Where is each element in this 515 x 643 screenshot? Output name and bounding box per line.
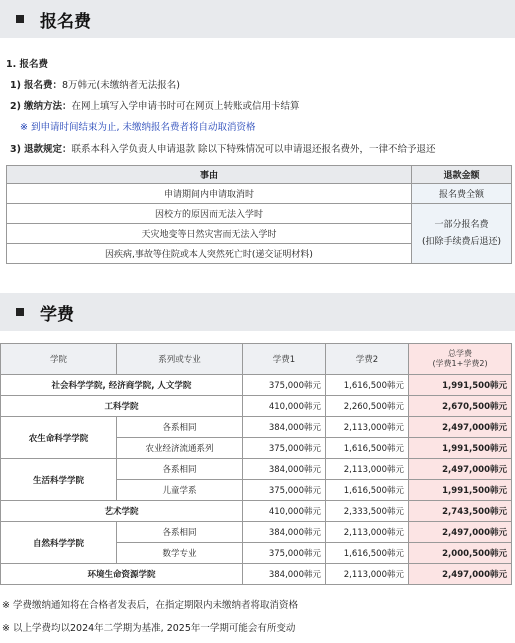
fee1-cell: 375,000韩元 [243,375,326,396]
table-row [1,501,512,522]
item-text: 8万韩元(未缴纳者无法报名) [62,80,180,91]
total-cell: 2,497,000韩元 [409,459,512,480]
table-row [1,459,512,480]
table-row [7,204,512,224]
table-header-row [1,344,512,375]
column-header-dept: 系列或专业 [117,344,243,375]
fee1-cell: 375,000韩元 [243,543,326,564]
subsection-title: 1. 报名费 [6,59,49,70]
total-cell: 2,743,500韩元 [409,501,512,522]
college-cell: 环境生命资源学院 [1,564,243,585]
table-row [1,564,512,585]
table-row [1,522,512,543]
table-row [7,184,512,204]
table-row [1,417,512,438]
tuition-table [0,343,512,585]
fee1-cell: 384,000韩元 [243,564,326,585]
dept-cell: 各系相同 [117,522,243,543]
total-cell: 2,000,500韩元 [409,543,512,564]
fee-item-3 [10,141,436,155]
total-header-line1: 总学费 [448,349,472,358]
column-header-fee2: 学费2 [326,344,409,375]
fee2-cell: 1,616,500韩元 [326,438,409,459]
reason-cell: 因疾病,事故等住院或本人突然死亡时(递交证明材料) [7,244,412,264]
college-cell: 工科学院 [1,396,243,417]
item-label: 退款规定： [23,144,72,155]
college-cell: 生活科学学院 [1,459,117,501]
amount-cell: 报名费全额 [412,184,512,204]
application-fee-header [0,0,515,38]
column-header-amount: 退款金额 [412,166,512,184]
section-title: 报名费 [40,11,91,32]
fee1-cell: 384,000韩元 [243,417,326,438]
fee2-cell: 2,113,000韩元 [326,522,409,543]
item-text: 在网上填写入学申请书时可在网页上转账或信用卡结算 [71,101,300,112]
college-cell: 社会科学学院, 经济商学院, 人文学院 [1,375,243,396]
fee1-cell: 384,000韩元 [243,459,326,480]
fee1-cell: 375,000韩元 [243,438,326,459]
tuition-note-1: ※ 学费缴纳通知将在合格者发表后，在指定期限内未缴纳者将取消资格 [2,600,298,611]
college-cell: 农生命科学学院 [1,417,117,459]
refund-table [6,165,512,264]
tuition-header [0,293,515,331]
partial-refund-cell [412,204,512,264]
dept-cell: 农业经济流通系列 [117,438,243,459]
fee2-cell: 2,333,500韩元 [326,501,409,522]
table-header-row [7,166,512,184]
fee2-cell: 2,113,000韩元 [326,459,409,480]
reason-cell: 天灾地变等日然灾害而无法入学时 [7,224,412,244]
college-cell: 艺术学院 [1,501,243,522]
college-cell: 自然科学学院 [1,522,117,564]
square-bullet-icon [16,15,24,23]
total-cell: 2,497,000韩元 [409,564,512,585]
fee1-cell: 375,000韩元 [243,480,326,501]
fee1-cell: 410,000韩元 [243,501,326,522]
reason-cell: 申请期间内申请取消时 [7,184,412,204]
total-cell: 2,670,500韩元 [409,396,512,417]
warning-text: 到申请时间结束为止, 未缴纳报名费者将自动取消资格 [31,122,256,133]
table-row [1,396,512,417]
total-cell: 2,497,000韩元 [409,417,512,438]
column-header-reason: 事由 [7,166,412,184]
fee2-cell: 2,260,500韩元 [326,396,409,417]
fee1-cell: 410,000韩元 [243,396,326,417]
dept-cell: 各系相同 [117,459,243,480]
dept-cell: 数学专业 [117,543,243,564]
item-label: 报名费： [23,80,62,91]
section-title: 学费 [40,304,74,325]
fee2-cell: 1,616,500韩元 [326,375,409,396]
amount-line-1: 一部分报名费 [434,219,489,230]
item-number: 1) [10,80,21,91]
fee-item-1 [10,77,180,91]
note-mark: ※ [20,122,28,133]
dept-cell: 各系相同 [117,417,243,438]
fee2-cell: 2,113,000韩元 [326,564,409,585]
column-header-fee1: 学费1 [243,344,326,375]
fee2-cell: 2,113,000韩元 [326,417,409,438]
fee2-cell: 1,616,500韩元 [326,480,409,501]
item-number: 2) [10,101,21,112]
table-row [1,375,512,396]
square-bullet-icon [16,308,24,316]
total-cell: 1,991,500韩元 [409,480,512,501]
total-header-line2: (学费1+学费2) [432,359,488,368]
item-text: 联系本科入学负责人申请退款 除以下特殊情况可以申请退还报名费外，一律不给予退还 [71,144,436,155]
column-header-college: 学院 [1,344,117,375]
item-number: 3) [10,144,21,155]
item-label: 缴纳方法： [23,101,72,112]
total-cell: 1,991,500韩元 [409,438,512,459]
fee1-cell: 384,000韩元 [243,522,326,543]
total-cell: 2,497,000韩元 [409,522,512,543]
deadline-warning [20,119,256,133]
reason-cell: 因校方的原因而无法入学时 [7,204,412,224]
fee-item-2 [10,98,300,112]
dept-cell: 儿童学系 [117,480,243,501]
fee2-cell: 1,616,500韩元 [326,543,409,564]
total-cell: 1,991,500韩元 [409,375,512,396]
column-header-total [409,344,512,375]
amount-line-2: (扣除手续费后退还) [421,236,502,247]
tuition-note-2: ※ 以上学费均以2024年二学期为基准, 2025年一学期可能会有所变动 [2,623,296,634]
